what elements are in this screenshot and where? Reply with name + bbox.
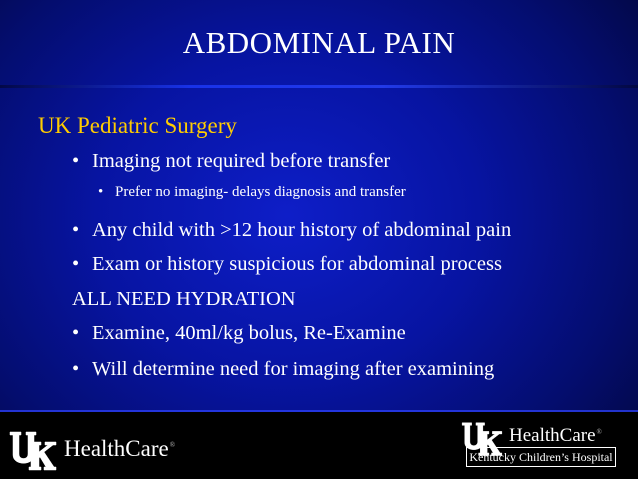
bullet-item (72, 219, 511, 242)
emphasis-line: ALL NEED HYDRATION (72, 288, 296, 310)
section-heading: UK Pediatric Surgery (38, 113, 237, 138)
bullet-icon: • (72, 358, 80, 380)
title-divider (0, 85, 638, 88)
bullet-item (72, 253, 502, 276)
kentucky-childrens-hospital-label: Kentucky Children’s Hospital (466, 447, 616, 467)
bullet-text: Examine, 40ml/kg bolus, Re-Examine (92, 322, 406, 344)
bullet-text: Imaging not required before transfer (92, 150, 391, 172)
bullet-icon: • (98, 184, 104, 200)
bullet-text: Prefer no imaging- delays diagnosis and transfer (115, 184, 406, 200)
healthcare-brand-right: HealthCare® (509, 425, 602, 446)
bullet-text: Will determine need for imaging after examining (92, 358, 495, 380)
bullet-icon: • (72, 219, 80, 241)
bullet-item (72, 150, 390, 173)
bullet-icon: • (72, 150, 80, 172)
bullet-icon: • (72, 253, 80, 275)
sub-bullet-item (98, 184, 406, 201)
bullet-item (72, 322, 406, 345)
uk-logo-icon (8, 430, 58, 474)
bullet-text: Any child with >12 hour history of abdominal pain (92, 219, 512, 241)
bullet-text: Exam or history suspicious for abdominal process (92, 253, 502, 275)
bullet-item (72, 358, 494, 381)
slide-title: ABDOMINAL PAIN (182, 25, 456, 60)
bullet-icon: • (72, 322, 80, 344)
healthcare-brand-left: HealthCare® (64, 436, 176, 461)
